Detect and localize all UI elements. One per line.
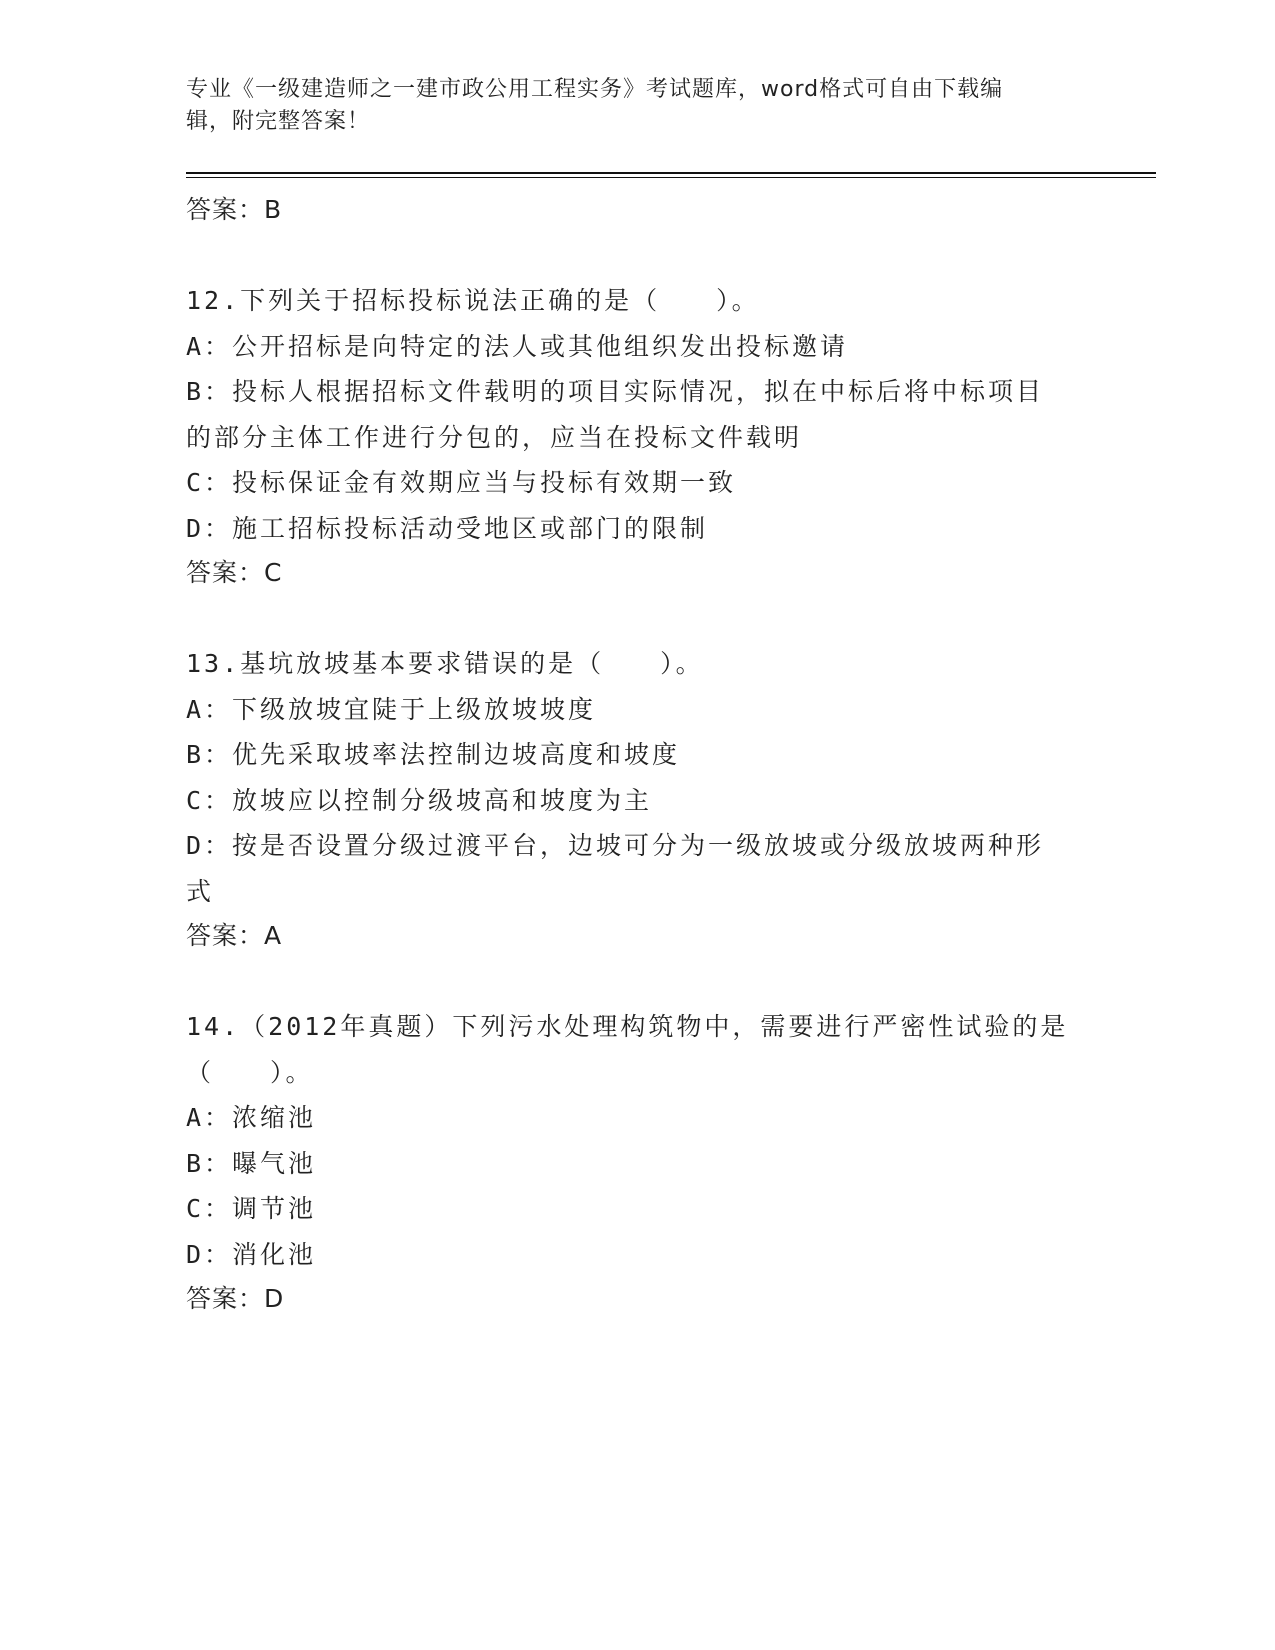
option-a: A：下级放坡宜陡于上级放坡坡度 <box>186 694 597 724</box>
header-line-2: 辑，附完整答案！ <box>186 109 371 134</box>
option-a: A：浓缩池 <box>186 1103 317 1132</box>
option-d-continued: 式 <box>186 876 215 906</box>
question-13 <box>186 641 1086 958</box>
question-stem: 13.基坑放坡基本要求错误的是（ ）。 <box>186 649 704 678</box>
spacer <box>186 958 1086 1004</box>
question-stem: 14.（2012年真题）下列污水处理构筑物中，需要进行严密性试验的是 <box>186 1012 1069 1041</box>
question-12 <box>186 278 1086 595</box>
question-list <box>186 188 1086 1321</box>
header-line-1: 专业《一级建造师之一建市政公用工程实务》考试题库，word格式可自由下载编 <box>186 77 1004 102</box>
header-divider-thin <box>186 177 1156 178</box>
question-14 <box>186 1004 1086 1321</box>
answer: 答案：C <box>186 558 283 587</box>
answer: 答案：A <box>186 921 283 950</box>
answer: 答案：D <box>186 1284 285 1313</box>
question-stem-continued: （ ）。 <box>186 1057 314 1087</box>
option-d: D：按是否设置分级过渡平台，边坡可分为一级放坡或分级放坡两种形 <box>186 831 1045 860</box>
option-b: B：投标人根据招标文件载明的项目实际情况，拟在中标后将中标项目 <box>186 377 1045 406</box>
option-b-continued: 的部分主体工作进行分包的，应当在投标文件载明 <box>186 422 803 452</box>
document-header <box>186 74 1076 138</box>
answer-11: 答案：B <box>186 195 283 224</box>
option-d: D：消化池 <box>186 1239 317 1269</box>
spacer <box>186 232 1086 278</box>
option-c: C：投标保证金有效期应当与投标有效期一致 <box>186 468 737 497</box>
option-b: B：曝气池 <box>186 1148 317 1178</box>
spacer <box>186 595 1086 641</box>
option-c: C：调节池 <box>186 1194 317 1223</box>
option-d: D：施工招标投标活动受地区或部门的限制 <box>186 513 709 543</box>
option-a: A：公开招标是向特定的法人或其他组织发出投标邀请 <box>186 331 849 361</box>
question-stem: 12.下列关于招标投标说法正确的是（ ）。 <box>186 286 760 315</box>
option-b: B：优先采取坡率法控制边坡高度和坡度 <box>186 740 681 769</box>
option-c: C：放坡应以控制分级坡高和坡度为主 <box>186 785 653 815</box>
header-divider-thick <box>186 172 1156 174</box>
